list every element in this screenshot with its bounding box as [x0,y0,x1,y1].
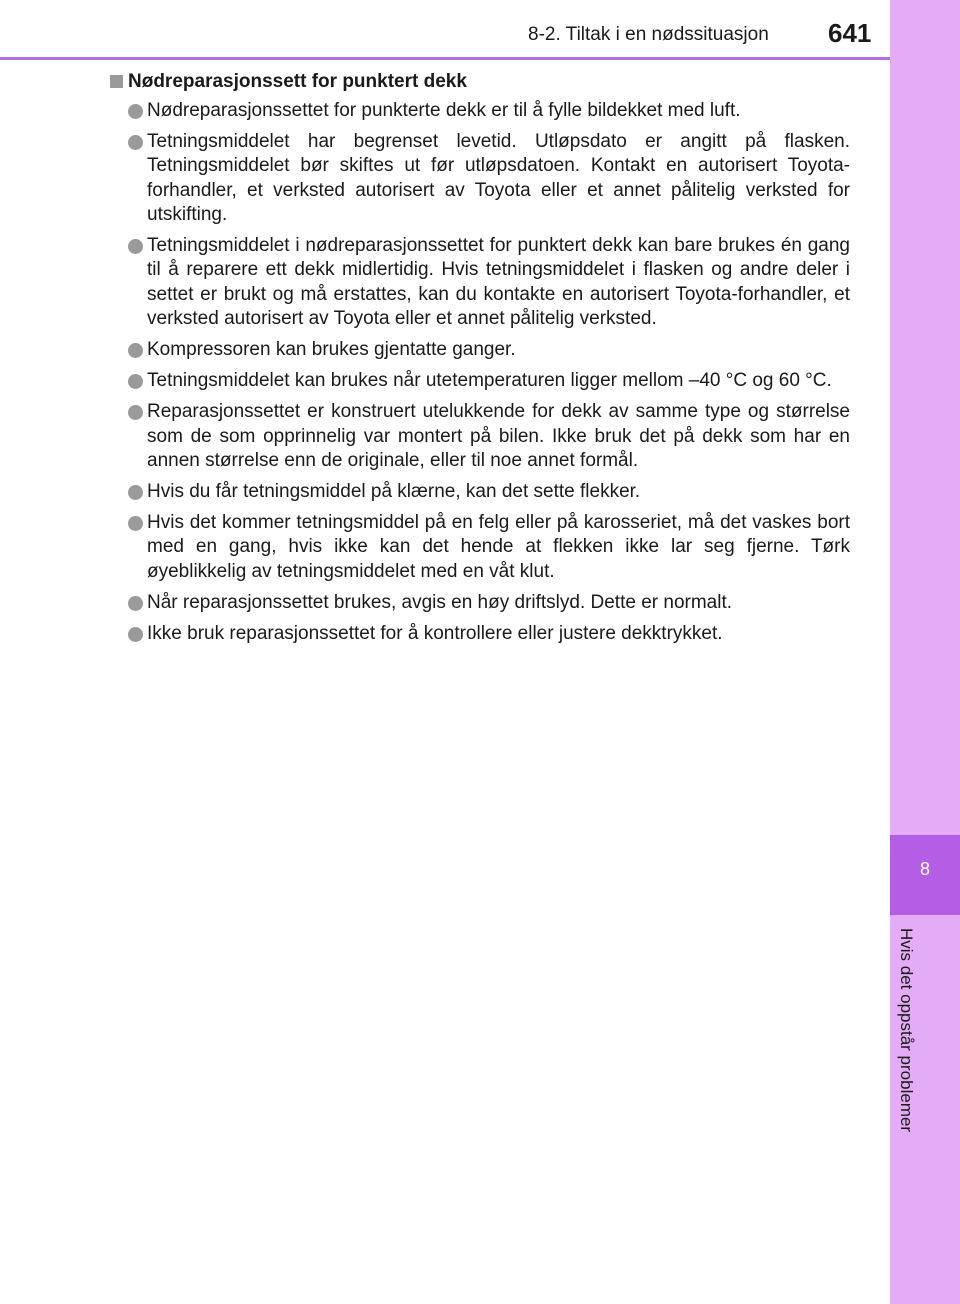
list-item-text: Tetningsmiddelet kan brukes når utetemperaturen ligger mellom –40 °C og 60 °C. [147,370,832,392]
section-heading [110,70,850,94]
chapter-number: 8 [919,859,930,879]
list-item [110,480,850,504]
list-item [110,622,850,646]
list-item-text: Tetningsmiddelet i nødreparasjonssettet for punktert dekk kan bare brukes én gang til å reparere ett dekk midlertidig. Hvis tetningsmiddelet i flasken og andre deler i settet er brukt og må erstattes, kan du kontakte en autorisert Toyota-forhandler, et verksted autorisert av Toyota eller et annet pålitelig verksted. [147,235,850,329]
bullet-dot-icon [128,239,143,254]
list-item-text: Ikke bruk reparasjonssettet for å kontrollere eller justere dekktrykket. [147,622,723,644]
chapter-tab[interactable] [890,835,960,915]
bullet-dot-icon [128,405,143,420]
list-item-text: Når reparasjonssettet brukes, avgis en høy driftslyd. Dette er normalt. [147,591,733,613]
list-item-text: Hvis det kommer tetningsmiddel på en felg eller på karosseriet, må det vaskes bort med en gang, hvis ikke kan det hende at flekken ikke lar seg fjerne. Tørk øyeblikkelig av tetningsmiddelet med en våt klut. [147,512,850,582]
list-item [110,130,850,227]
list-item-text: Tetningsmiddelet har begrenset levetid. Utløpsdato er angitt på flasken. Tetningsmiddelet bør skiftes ut før utløpsdatoen. Kontakt en autorisert Toyota-forhandler, et verksted autorisert av Toyota eller et annet pålitelig verksted for utskifting. [147,131,850,225]
bullet-dot-icon [128,343,143,358]
bullet-dot-icon [128,104,143,119]
list-item [110,99,850,123]
list-item-text: Kompressoren kan brukes gjentatte ganger. [147,339,516,361]
list-item-text: Nødreparasjonssettet for punkterte dekk er til å fylle bildekket med luft. [147,100,741,121]
main-content [110,70,850,653]
list-item [110,511,850,584]
bullet-dot-icon [128,374,143,389]
list-item-text: Hvis du får tetningsmiddel på klærne, kan det sette flekker. [147,480,641,502]
list-item-text: Reparasjonssettet er konstruert utelukkende for dekk av samme type og størrelse som de som opprinnelig var montert på bilen. Ikke bruk det på dekk som har en annen størrelse enn de originale, eller til noe annet formål. [147,401,850,471]
bullet-dot-icon [128,516,143,531]
list-item [110,591,850,615]
section-heading-text: Nødreparasjonssett for punktert dekk [128,71,467,92]
bullet-dot-icon [128,627,143,642]
bullet-dot-icon [128,596,143,611]
section-title: 8-2. Tiltak i en nødssituasjon [528,24,769,45]
list-item [110,369,850,393]
bullet-dot-icon [128,485,143,500]
list-item [110,338,850,362]
bullet-dot-icon [128,135,143,150]
chapter-label: Hvis det oppstår problemer [897,928,916,1133]
list-item [110,234,850,331]
list-item [110,400,850,473]
square-bullet-icon [110,75,123,88]
page-number: 641 [828,18,872,48]
header-rule [0,57,890,60]
bullet-list [110,99,850,646]
